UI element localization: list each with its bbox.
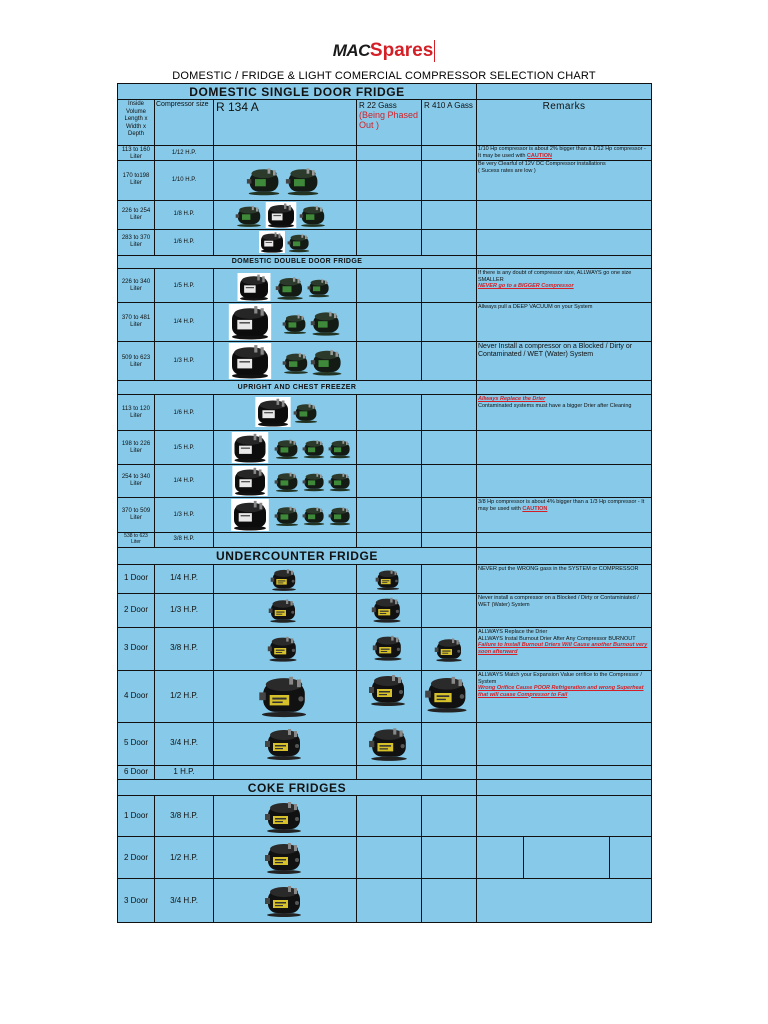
compressor-icon	[328, 434, 352, 462]
single-row4-volume: 283 to 370 Liter	[121, 235, 151, 248]
section-domestic-single-door: DOMESTIC SINGLE DOOR FRIDGE	[189, 85, 405, 99]
coke-row3-size: 3/4 H.P.	[170, 896, 198, 905]
double-row2-volume: 370 to 481 Liter	[121, 315, 151, 328]
double-row3-size: 1/3 H.P.	[173, 358, 195, 364]
compressor-icon	[235, 273, 273, 301]
header-remarks: Remarks	[542, 101, 586, 112]
header-r22-phased-out: (Being Phased Out )	[359, 110, 419, 130]
compressor-icon	[255, 397, 291, 427]
compressor-icon	[268, 596, 298, 624]
double-row1-volume: 226 to 340 Liter	[121, 279, 151, 292]
document-title: DOMESTIC / FRIDGE & LIGHT COMERCIAL COMPRESSOR SELECTION CHART	[172, 70, 596, 82]
single-row1-remark: 1/10 Hp compressor is about 2% bigger than a 1/12 Hp compressor - It may be used with CAUTION	[478, 146, 646, 159]
compressor-icon	[302, 501, 326, 529]
freezer-row3-volume: 254 to 340 Liter	[121, 474, 151, 487]
coke-row1-size: 3/8 H.P.	[170, 811, 198, 820]
single-row3-size: 1/8 H.P.	[173, 211, 195, 217]
compressor-icon	[368, 723, 410, 763]
compressor-icon	[274, 501, 300, 529]
compressor-icon	[228, 432, 272, 463]
under-row4-door: 4 Door	[123, 691, 148, 700]
compressor-icon	[372, 630, 404, 664]
freezer-row2-size: 1/5 H.P.	[173, 445, 195, 451]
double-row1-size: 1/5 H.P.	[173, 283, 195, 289]
compressor-icon	[258, 671, 310, 719]
single-row1-size: 1/12 H.P.	[171, 150, 197, 156]
compressor-icon	[228, 466, 272, 496]
compressor-icon	[270, 567, 298, 591]
single-row1-volume: 113 to 160 Liter	[122, 147, 150, 160]
double-row2-remark: Allways pull a DEEP VACUUM on your System	[478, 304, 593, 310]
section-undercounter-fridge: UNDERCOUNTER FRIDGE	[215, 549, 379, 563]
compressor-icon	[328, 501, 352, 529]
freezer-row4-volume: 370 to 509 Liter	[121, 508, 151, 521]
compressor-icon	[246, 164, 282, 196]
compressor-icon	[282, 310, 308, 336]
under-row2-remark: Never install a compressor on a Blocked / Dirty or Contaminiated / WET (Water) System	[478, 595, 639, 608]
header-r134a: R 134 A	[216, 100, 259, 114]
under-row6-size: 1 H.P.	[173, 767, 195, 776]
single-row3-volume: 226 to 254 Liter	[121, 208, 151, 221]
compressor-icon	[282, 348, 310, 376]
freezer-row5-volume: 538 to 623 Liter	[124, 533, 148, 545]
under-row6-door: 6 Door	[123, 767, 148, 776]
coke-row3-door: 3 Door	[123, 896, 148, 905]
coke-row1-door: 1 Door	[123, 811, 148, 820]
compressor-icon	[310, 344, 344, 378]
section-upright-chest-freezer: UPRIGHT AND CHEST FREEZER	[237, 384, 357, 391]
under-row5-size: 3/4 H.P.	[170, 738, 198, 747]
compressor-icon	[371, 594, 403, 624]
freezer-row1-size: 1/6 H.P.	[173, 410, 195, 416]
single-row4-size: 1/6 H.P.	[173, 239, 195, 245]
under-row4-size: 1/2 H.P.	[170, 691, 198, 700]
compressor-icon	[264, 797, 304, 835]
under-row1-size: 1/4 H.P.	[170, 573, 198, 582]
freezer-row1-remark: Allways Replace the Drier Contaminated systems must have a bigger Drier after Cleaning	[478, 396, 632, 409]
compressor-icon	[434, 635, 464, 663]
single-row2-volume: 170 to198 Liter	[122, 173, 150, 186]
compressor-icon	[310, 306, 342, 338]
compressor-icon	[264, 838, 304, 876]
under-row1-door: 1 Door	[123, 573, 148, 582]
freezer-row4-remark: 3/8 Hp compressor is about 4% bigger than a 1/3 Hp compressor - It may be used with CAUTION	[478, 499, 645, 512]
compressor-icon	[264, 881, 304, 919]
logo-spares-text: Spares	[369, 40, 434, 61]
header-r22: R 22 Gass	[359, 101, 397, 110]
compressor-icon	[368, 671, 408, 707]
double-row1-remark: If there is any doubt of compressor size, ALLWAYS go one size SMALLER NEVER go to a BIGGER Compressor	[478, 270, 632, 289]
compressor-icon	[285, 164, 321, 196]
freezer-row2-volume: 198 to 226 Liter	[121, 441, 151, 454]
freezer-row1-volume: 113 to 120 Liter	[122, 406, 150, 419]
compressor-icon	[274, 434, 300, 462]
freezer-row4-size: 1/3 H.P.	[173, 512, 195, 518]
single-row2-remark: Be very Clearful of 12V DC Compressor installations ( Sucess rates are low )	[478, 161, 606, 174]
freezer-row5-size: 3/8 H.P.	[173, 536, 195, 542]
under-row4-remark: ALLWAYS Match your Expansion Value orrifice to the Compressor / System Wrong Orifice Cause POOR Refrigeration and wrong Superheat that will cuase Compressor to Fail	[478, 672, 644, 698]
under-row3-door: 3 Door	[123, 643, 148, 652]
compressor-icon	[302, 467, 326, 495]
compressor-icon	[220, 304, 280, 340]
compressor-icon	[307, 276, 331, 298]
single-row2-size: 1/10 H.P.	[171, 177, 197, 183]
logo-bar	[434, 40, 435, 62]
selection-chart-table	[117, 83, 652, 923]
compressor-icon	[264, 725, 304, 761]
logo-mac-text: MAC	[332, 41, 370, 60]
compressor-icon	[235, 202, 263, 228]
compressor-icon	[275, 274, 305, 300]
under-row2-size: 1/3 H.P.	[170, 605, 198, 614]
compressor-icon	[424, 672, 470, 714]
under-row1-remark: NEVER put the WRONG gass in the SYSTEM or COMPRESSOR	[478, 566, 639, 572]
macspares-logo	[0, 40, 768, 70]
section-domestic-double-door: DOMESTIC DOUBLE DOOR FRIDGE	[231, 258, 363, 265]
coke-row2-door: 2 Door	[123, 853, 148, 862]
double-row3-remark: Never Install a compressor on a Blocked / Dirty or Contaminated / WET (Water) System	[478, 343, 633, 358]
under-row3-remark: ALLWAYS Replace the Drier ALLWAYS Instal Burnout Drier After Any Compressor BURNOUT Failure to Install Burnout Driers Will Cause another Burnout very soon afterward	[478, 629, 648, 655]
compressor-icon	[302, 434, 326, 462]
compressor-icon	[299, 202, 327, 228]
under-row3-size: 3/8 H.P.	[170, 643, 198, 652]
compressor-icon	[328, 467, 352, 495]
compressor-icon	[274, 467, 300, 495]
under-row5-door: 5 Door	[123, 738, 148, 747]
double-row2-size: 1/4 H.P.	[173, 319, 195, 325]
compressor-icon	[267, 631, 299, 665]
header-r410a: R 410 A Gass	[424, 101, 473, 110]
under-row2-door: 2 Door	[123, 605, 148, 614]
header-compressor-size: Compressor size	[156, 101, 209, 108]
compressor-icon	[287, 231, 311, 253]
freezer-row3-size: 1/4 H.P.	[173, 478, 195, 484]
double-row3-volume: 509 to 623 Liter	[121, 355, 151, 368]
compressor-icon	[293, 399, 319, 425]
compressor-icon	[220, 343, 280, 379]
compressor-icon	[258, 231, 286, 253]
section-coke-fridges: COKE FRIDGES	[247, 781, 347, 795]
header-inside-volume: Inside Volume Length x Width x Depth	[124, 101, 148, 137]
compressor-icon	[228, 499, 272, 531]
compressor-icon	[264, 202, 298, 228]
compressor-icon	[375, 567, 401, 591]
coke-row2-size: 1/2 H.P.	[170, 853, 198, 862]
